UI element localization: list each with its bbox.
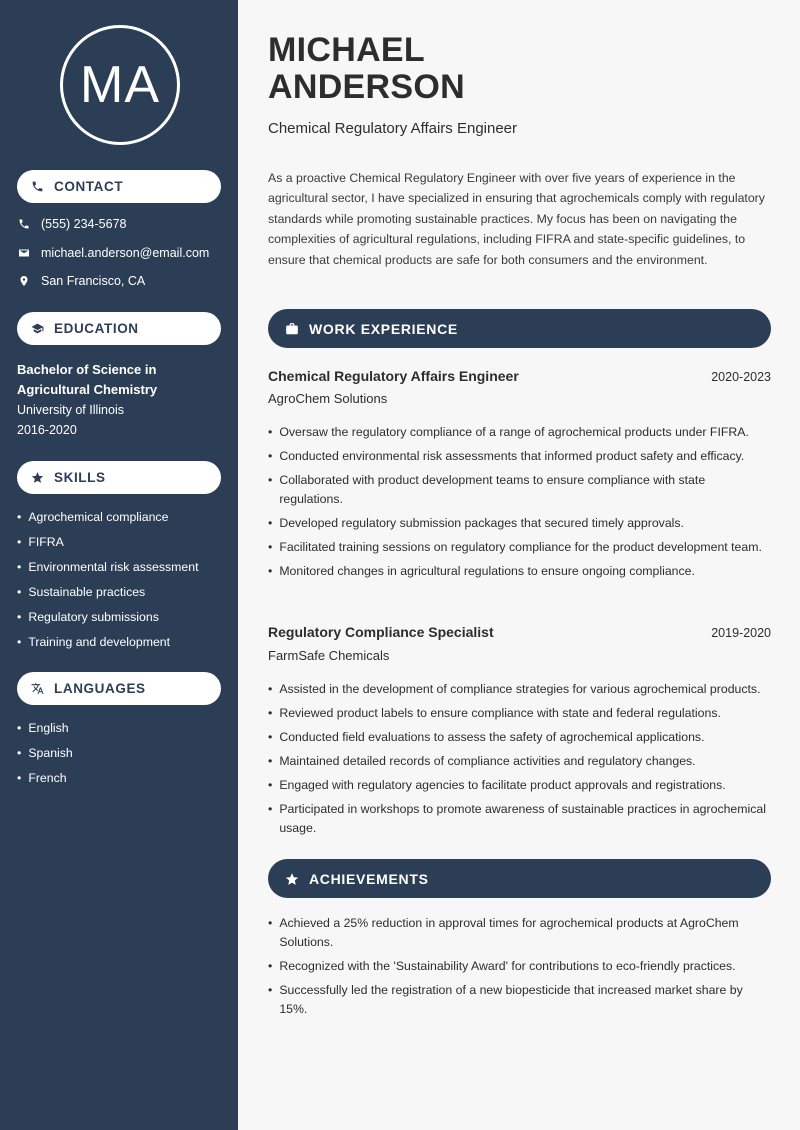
achievements-list (268, 914, 771, 1024)
briefcase-icon (285, 322, 299, 336)
work-experience-heading (268, 309, 771, 348)
star-icon (285, 872, 299, 886)
list-item: • Training and development (17, 633, 198, 658)
list-item: • English (17, 719, 73, 744)
languages-heading (17, 672, 221, 705)
job-years: 2020-2023 (711, 370, 771, 384)
name-first: MICHAEL (268, 31, 425, 69)
contact-phone (18, 217, 126, 231)
sidebar (0, 0, 238, 1130)
list-item: • Assisted in the development of compliance strategies for various agrochemical products. (268, 680, 771, 699)
list-item: • Monitored changes in agricultural regulations to ensure ongoing compliance. (268, 562, 771, 581)
contact-email[interactable] (18, 246, 209, 260)
education-years: 2016-2020 (17, 423, 77, 437)
list-item: • Successfully led the registration of a new biopesticide that increased market share by 15%. (268, 981, 771, 1019)
list-item: • Conducted environmental risk assessments that informed product safety and efficacy. (268, 447, 771, 466)
list-item: • Recognized with the 'Sustainability Award' for contributions to eco-friendly practices. (268, 957, 771, 976)
profile-summary: As a proactive Chemical Regulatory Engineer with over five years of experience in the agricultural sector, I have specialized in ensuring that agrochemicals comply with regulatory standards while promoting sustainable practices. My focus has been on navigating the complexities of agricultural regulations, including FIFRA and state-specific guidelines, to ensure that chemical products are safe for both consumers and the environment. (268, 171, 765, 267)
list-item: • Facilitated training sessions on regulatory compliance for the product development team. (268, 538, 771, 557)
job-header (268, 624, 771, 640)
list-item: • Engaged with regulatory agencies to facilitate product approvals and registrations. (268, 776, 771, 795)
list-item: • Achieved a 25% reduction in approval times for agrochemical products at AgroChem Solutions. (268, 914, 771, 952)
achievements-heading (268, 859, 771, 898)
phone-icon (31, 180, 44, 193)
contact-heading (17, 170, 221, 203)
list-item: • Reviewed product labels to ensure compliance with state and federal regulations. (268, 704, 771, 723)
languages-list (17, 719, 73, 794)
list-item: • Regulatory submissions (17, 608, 198, 633)
skills-heading-label: SKILLS (54, 470, 106, 485)
job-bullets (268, 680, 771, 843)
work-experience-heading-label: WORK EXPERIENCE (309, 320, 458, 337)
job-role: Chemical Regulatory Affairs Engineer (268, 368, 519, 384)
list-item: • Environmental risk assessment (17, 558, 198, 583)
education-degree: Bachelor of Science in Agricultural Chemistry (17, 362, 158, 397)
achievements-heading-label: ACHIEVEMENTS (309, 870, 429, 887)
job-years: 2019-2020 (711, 626, 771, 640)
list-item: • FIFRA (17, 533, 198, 558)
map-pin-icon (18, 275, 30, 287)
list-item: • Collaborated with product development teams to ensure compliance with state regulations. (268, 471, 771, 509)
list-item: • Developed regulatory submission packages that secured timely approvals. (268, 514, 771, 533)
list-item: • Conducted field evaluations to assess the safety of agrochemical applications. (268, 728, 771, 747)
candidate-name (268, 32, 465, 106)
contact-location (18, 274, 145, 288)
graduation-cap-icon (31, 322, 44, 335)
list-item: • Maintained detailed records of compliance activities and regulatory changes. (268, 752, 771, 771)
translate-icon (31, 682, 44, 695)
languages-heading-label: LANGUAGES (54, 681, 146, 696)
job-company: FarmSafe Chemicals (268, 648, 390, 663)
education-heading-label: EDUCATION (54, 321, 139, 336)
education-heading (17, 312, 221, 345)
monogram-avatar: MA (60, 25, 180, 145)
list-item: • Agrochemical compliance (17, 508, 198, 533)
list-item: • Participated in workshops to promote awareness of sustainable practices in agrochemical usage. (268, 800, 771, 838)
skills-list (17, 508, 198, 658)
contact-location-text: San Francisco, CA (41, 274, 146, 288)
job-bullets (268, 423, 771, 586)
list-item: • Oversaw the regulatory compliance of a range of agrochemical products under FIFRA. (268, 423, 771, 442)
job-header (268, 368, 771, 384)
list-item: • Sustainable practices (17, 583, 198, 608)
list-item: • Spanish (17, 744, 73, 769)
contact-phone-text: (555) 234-5678 (41, 217, 127, 231)
envelope-icon (18, 247, 30, 259)
skills-heading (17, 461, 221, 494)
phone-icon (18, 218, 30, 230)
job-role: Regulatory Compliance Specialist (268, 624, 494, 640)
star-icon (31, 471, 44, 484)
education-school: University of Illinois (17, 403, 124, 417)
name-last: ANDERSON (268, 68, 465, 106)
job-company: AgroChem Solutions (268, 391, 388, 406)
candidate-title: Chemical Regulatory Affairs Engineer (268, 120, 518, 137)
contact-heading-label: CONTACT (54, 179, 124, 194)
list-item: • French (17, 769, 73, 794)
contact-email-text: michael.anderson@email.com (41, 246, 210, 260)
